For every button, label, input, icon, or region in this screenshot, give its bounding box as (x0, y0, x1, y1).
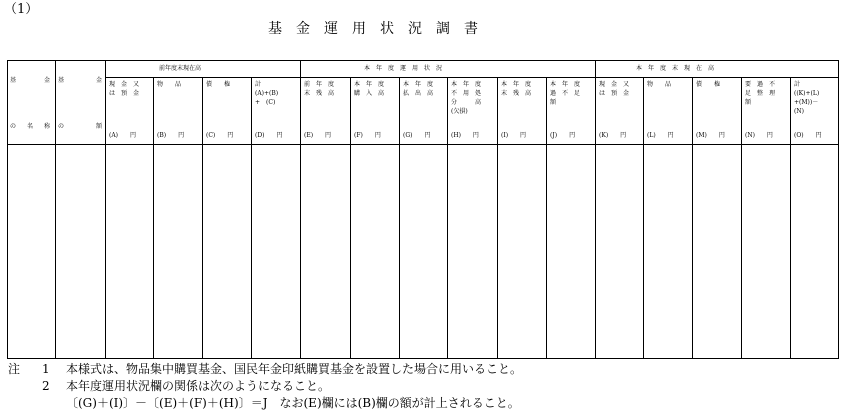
column-label-line: ((K)+(L) (794, 90, 820, 97)
group-header-end: 本 年 度 末 現 在 高 (636, 65, 715, 72)
column-label-line: 末残高 (304, 90, 334, 97)
column-header-4 (255, 80, 297, 107)
column-header-9 (501, 80, 543, 98)
column-label-line: 前年度 (304, 81, 334, 88)
column-label-line: (欠損) (451, 108, 468, 115)
group-header-curr: 本 年 度 運 用 状 況 (364, 65, 443, 72)
column-unit-8: (H) 円 (451, 132, 479, 139)
column-label-line: 債 権 (206, 81, 231, 88)
column-label-line: 本年度 (451, 81, 481, 88)
group-header-prev: 前年度末現在高 (159, 65, 202, 72)
column-header-5 (304, 80, 347, 98)
column-header-1 (109, 80, 150, 98)
column-header-7 (403, 80, 444, 98)
note-text-1: 本様式は、物品集中購買基金、国民年金印紙購買基金を設置した場合に用いること。 (66, 362, 523, 376)
column-unit-10: (J) 円 (550, 132, 576, 139)
column-label-line: は預金 (599, 90, 629, 97)
column-label-line: 本年度 (550, 81, 580, 88)
column-header-10 (550, 80, 592, 107)
column-unit-4: (D) 円 (255, 132, 283, 139)
column-unit-2: (B) 円 (157, 132, 185, 139)
column-label-line: 計 (255, 81, 262, 88)
fund-amount-header-bottom: の 額 (58, 123, 102, 130)
column-label-line: 足整理 (745, 90, 775, 97)
column-label-line: 要過不 (745, 81, 775, 88)
column-label-line: 過不足 (550, 90, 580, 97)
column-unit-6: (F) 円 (354, 132, 381, 139)
note-text-2: 本年度運用状況欄の関係は次のようになること。 (66, 379, 331, 393)
column-unit-14: (N) 円 (745, 132, 773, 139)
column-header-3 (206, 80, 248, 89)
note-text-3: 〔(G)＋(I)〕－〔(E)＋(F)＋(H)〕＝J なお(E)欄には(B)欄の額が計上されること。 (66, 396, 520, 410)
column-header-12 (647, 80, 689, 89)
fund-name-header-top: 基 金 (10, 77, 50, 84)
column-header-8 (451, 80, 494, 116)
column-unit-11: (K) 円 (599, 132, 627, 139)
column-label-line: 払出高 (403, 90, 433, 97)
column-label-line: 本年度 (501, 81, 531, 88)
column-label-line: 本年度 (354, 81, 384, 88)
document-title: 基 金 運 用 状 況 調 書 (268, 21, 478, 37)
note-number-1: 1 (42, 362, 50, 376)
column-label-line: 額 (550, 99, 557, 106)
column-label-line: + (C) (255, 99, 276, 106)
column-label-line: 現金又 (109, 81, 139, 88)
column-label-line: 現金又 (599, 81, 629, 88)
column-label-line: 分 高 (451, 99, 481, 106)
column-header-14 (745, 80, 787, 107)
column-unit-9: (I) 円 (501, 132, 527, 139)
column-label-line: 不用処 (451, 90, 481, 97)
column-label-line: 末残高 (501, 90, 531, 97)
column-header-2 (157, 80, 199, 89)
column-label-line: 額 (745, 99, 752, 106)
note-label: 注 (8, 362, 21, 376)
column-unit-13: (M) 円 (696, 132, 725, 139)
column-label-line: (N) (794, 108, 804, 115)
column-label-line: (A)+(B) (255, 90, 279, 97)
column-unit-5: (E) 円 (304, 132, 332, 139)
fund-amount-header-top: 基 金 (58, 77, 102, 84)
fund-name-header-bottom: の名称 (10, 123, 50, 130)
column-label-line: 物 品 (157, 81, 182, 88)
column-unit-3: (C) 円 (206, 132, 234, 139)
column-label-line: 物 品 (647, 81, 672, 88)
note-number-2: 2 (42, 379, 50, 393)
column-header-15 (794, 80, 835, 116)
column-label-line: 債 権 (696, 81, 721, 88)
column-header-11 (599, 80, 640, 98)
column-unit-12: (L) 円 (647, 132, 674, 139)
column-label-line: 本年度 (403, 81, 433, 88)
column-label-line: 購入高 (354, 90, 384, 97)
column-label-line: は預金 (109, 90, 139, 97)
column-unit-1: (A) 円 (109, 132, 137, 139)
column-header-6 (354, 80, 396, 98)
column-label-line: 計 (794, 81, 801, 88)
section-number: （1） (4, 2, 39, 17)
column-unit-7: (G) 円 (403, 132, 431, 139)
column-header-13 (696, 80, 738, 89)
column-label-line: +(M))－ (794, 99, 819, 106)
column-unit-15: (O) 円 (794, 132, 822, 139)
